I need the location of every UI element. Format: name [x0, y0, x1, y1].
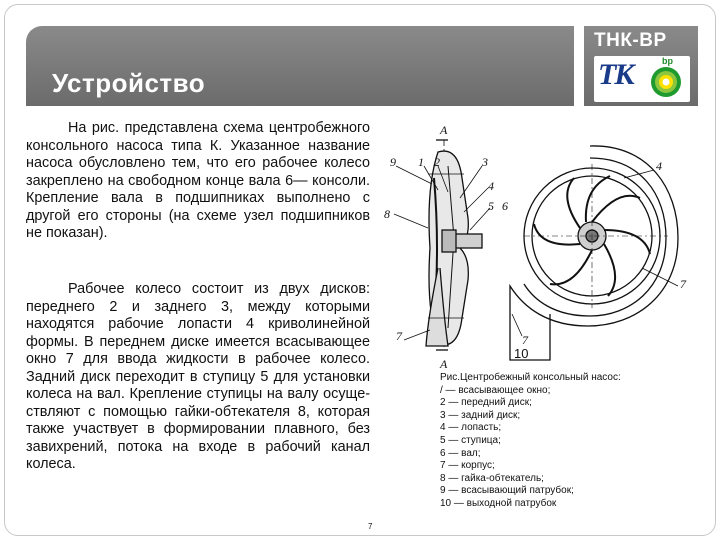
figure-caption [440, 372, 621, 511]
section-label-top: A [440, 123, 448, 137]
caption-item: 4 — лопасть; [440, 422, 502, 434]
callout-7-right: 7 [680, 277, 686, 291]
caption-item: 7 — корпус; [440, 460, 495, 472]
caption-title: Рис.Центробежный консольный насос: [440, 372, 621, 383]
bp-logo-text: bp [662, 56, 673, 66]
bp-sun-icon [650, 66, 682, 98]
callout-7-left: 7 [396, 329, 402, 343]
outlet-label: 10 [514, 346, 529, 361]
caption-item: 3 — задний диск; [440, 409, 521, 421]
caption-item: 2 — передний диск; [440, 397, 532, 409]
caption-item: / — всасывающее окно; [440, 384, 551, 396]
callout-1: 1 [418, 155, 424, 169]
callout-5: 5 [488, 199, 494, 213]
callout-4-right: 4 [656, 159, 662, 173]
caption-item: 8 — гайка-обтекатель; [440, 472, 544, 484]
paragraph-impeller: Рабочее колесо состоит из двух дисков: переднего 2 и заднего 3, между которыми находятся рабочие лопасти 4 криволинейной формы. В переднем диске имеется всасывающее окно 7 для ввода жидкости в рабочее колесо. Задний диск переходит в ступицу 5 для установки колеса на вал. Крепление ступицы на валу осуще-ствляют с помощью гайки-обтекателя 8, которая также участвует в формировании плавного, без завихрений, потока на входе в рабочий канал колеса. [26, 281, 370, 472]
caption-item: 10 — выходной патрубок [440, 497, 557, 509]
caption-item: 9 — всасывающий патрубок; [440, 485, 574, 497]
page-number: 7 [368, 522, 373, 531]
callout-2: 2 [434, 155, 440, 169]
paragraph-intro: На рис. представлена схема центробежного консольного насоса типа К. Указанное название насоса обусловлено тем, что его рабочее колесо закреплено на свободном конце вала 6— консоли. Крепление вала в подшипниках выполнено с другой его стороны (на схеме узел подшипников не показан). [26, 120, 370, 241]
pump-diagram [378, 118, 698, 370]
page-title: Устройство [52, 68, 206, 98]
callout-8: 8 [384, 207, 390, 221]
callout-3: 3 [482, 155, 488, 169]
section-label-bottom: A [440, 357, 448, 370]
caption-item: 5 — ступица; [440, 434, 501, 446]
caption-item: 6 — вал; [440, 447, 481, 459]
callout-4: 4 [488, 179, 494, 193]
callout-6: 6 [502, 199, 508, 213]
callout-7-bottom: 7 [522, 333, 528, 347]
callout-9: 9 [390, 155, 396, 169]
tnk-logo-mark: ТК [598, 58, 633, 91]
brand-name: ТНК-BP [594, 30, 667, 51]
